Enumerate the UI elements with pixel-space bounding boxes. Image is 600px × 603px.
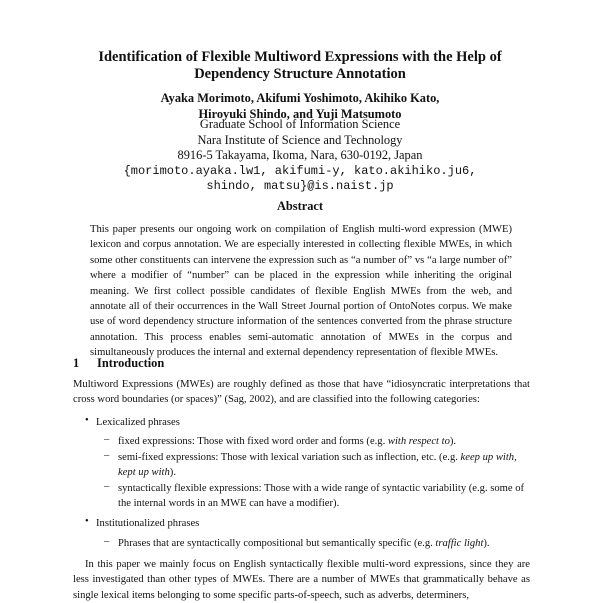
- bullet-icon: •: [85, 516, 89, 527]
- category-lexicalized: Lexicalized phrases: [96, 417, 180, 428]
- list-item: [118, 450, 530, 481]
- item-text: semi-fixed expressions: Those with lexical variation such as inflection, etc. (e.g.: [118, 452, 461, 463]
- list-item: [118, 536, 530, 551]
- abstract-text: This paper presents our ongoing work on compilation of English multi-word expression (MWE) lexicon and corpus annotation. We are especially interested in collecting flexible MWEs, in which some other constituents can intervene the expression such as “a number of” vs “a large number of” where a modifier of “number” can be placed in the expression while inheriting the original meaning. We first collect possible candidates of flexible English MWEs from the web, and annotate all of their occurrences in the Wall Street Journal portion of OntoNotes corpus. We make use of word dependency structure information of the sentences converted from the phrase structure annotation. This process enables semi-automatic annotation of MWEs in the corpus and simultaneously produces the internal and external dependency representation of flexible MWEs.: [90, 224, 512, 359]
- list-item: [118, 481, 530, 512]
- abstract-heading: Abstract: [276, 199, 324, 213]
- affiliation-dept: Graduate School of Information Science: [199, 117, 401, 131]
- item-example: with respect to: [387, 436, 450, 447]
- list-item: [118, 434, 530, 449]
- bullet-icon: •: [85, 415, 89, 426]
- item-end: ).: [483, 538, 490, 549]
- section-number: 1: [73, 356, 80, 370]
- email-line-2: shindo, matsu}@is.naist.jp: [206, 179, 394, 193]
- paper-title: Identification of Flexible Multiword Expressions with the Help of Dependency Structure Annotation: [98, 49, 502, 82]
- affiliation-institution: Nara Institute of Science and Technology: [197, 132, 403, 147]
- dash-icon: –: [104, 434, 110, 445]
- dash-icon: –: [104, 450, 110, 461]
- authors-line-1: Ayaka Morimoto, Akifumi Yoshimoto, Akihiko Kato,: [160, 91, 440, 105]
- dash-icon: –: [104, 536, 110, 547]
- body-paragraph: In this paper we mainly focus on English syntactically flexible multi-word expressions, since they are less investigated than other types of MWEs. There are a number of MWEs that grammatically behave as single lexical items belonging to some specific parts-of-speech, such as adverbs, determiners,: [73, 559, 530, 601]
- item-text: fixed expressions: Those with fixed word order and forms (e.g.: [118, 436, 388, 447]
- item-example: keep up with, kept up with: [118, 452, 517, 479]
- item-example: traffic light: [435, 538, 484, 549]
- authors-line-2: Hiroyuki Shindo, and Yuji Matsumoto: [198, 106, 402, 121]
- affiliation: [60, 117, 540, 195]
- email-line-1: {morimoto.ayaka.lw1, akifumi-y, kato.akihiko.ju6,: [123, 163, 477, 178]
- item-end: ).: [169, 467, 176, 479]
- dash-icon: –: [104, 481, 110, 492]
- affiliation-address: 8916-5 Takayama, Ikoma, Nara, 630-0192, Japan: [177, 148, 423, 162]
- intro-paragraph: Multiword Expressions (MWEs) are roughly defined as those that have “idiosyncratic interpretations that cross word boundaries (or spaces)” (Sag, 2002), and are classified into the following categories:: [73, 379, 530, 406]
- category-institutionalized: Institutionalized phrases: [96, 518, 200, 529]
- section-title: Introduction: [97, 356, 165, 370]
- item-text: syntactically flexible expressions: Those with a wide range of syntactic variability (e.g. some of the internal words in an MWE can have a modifier).: [118, 483, 525, 510]
- item-text: Phrases that are syntactically compositional but semantically specific (e.g.: [118, 538, 436, 549]
- item-end: ).: [449, 436, 457, 447]
- section-heading: [73, 356, 164, 371]
